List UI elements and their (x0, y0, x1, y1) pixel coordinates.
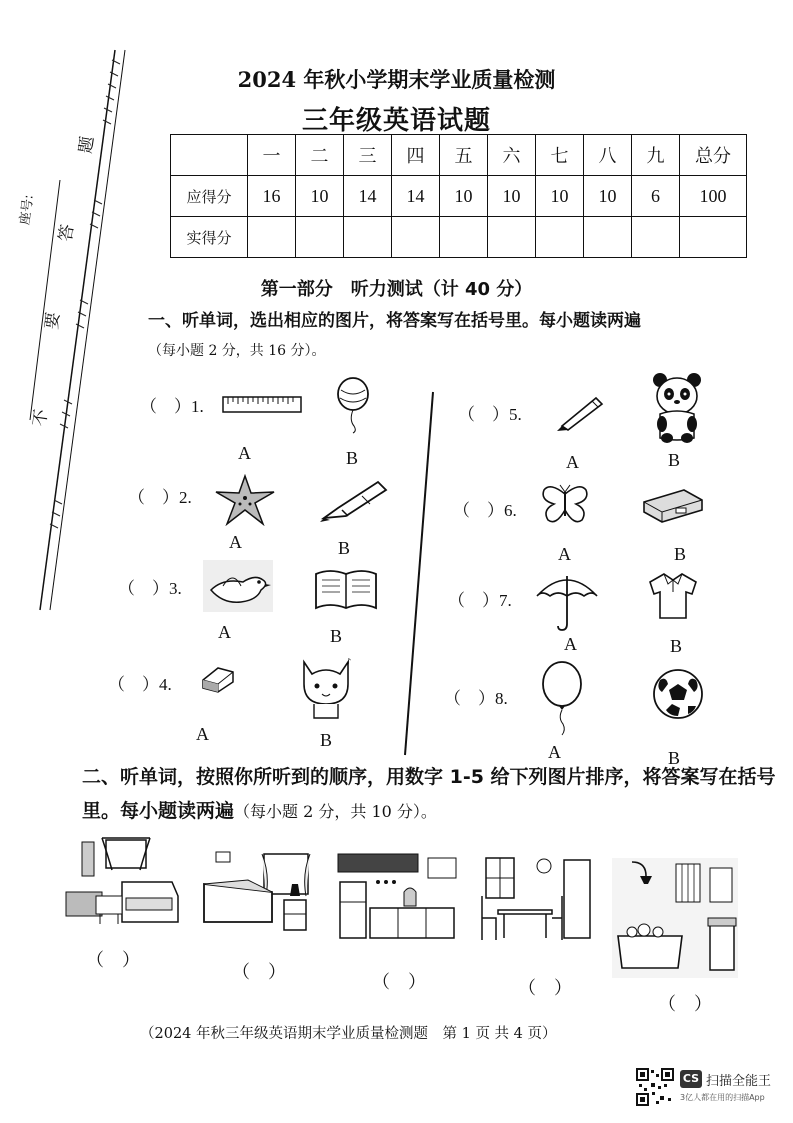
item-3-label[interactable]: （ ）3. (118, 579, 182, 598)
part-heading: 第一部分 听力测试（计 40 分） (260, 279, 533, 300)
item-3-option-a[interactable]: A (218, 622, 231, 642)
score-header-row (171, 135, 747, 176)
dining-room-icon (478, 852, 596, 944)
item-4-option-a[interactable]: A (196, 724, 209, 744)
item-2-option-a[interactable]: A (229, 532, 242, 552)
watermark-tagline: 3亿人都在用的扫描App (680, 1093, 765, 1102)
bedroom-icon (200, 850, 316, 934)
item-5-label[interactable]: （ ）5. (458, 405, 522, 424)
score-col-1: 一 (248, 135, 296, 176)
earned-cell[interactable] (632, 217, 680, 258)
q2-instruction-text: 二、听单词，按照你所听到的顺序，用数字 1-5 给下列图片排序，将答案写在括号里。每小题读两遍 (82, 766, 776, 822)
bathroom-icon (612, 858, 738, 978)
q2-instruction (82, 760, 782, 829)
binding-char-3: 答 (55, 223, 79, 243)
item-6-option-a[interactable]: A (558, 544, 571, 564)
watermark-app-name: 扫描全能王 (706, 1074, 772, 1089)
score-col-3: 三 (344, 135, 392, 176)
item-2-label[interactable]: （ ）2. (128, 488, 192, 507)
pencil-icon (554, 392, 606, 432)
exam-subtitle: 三年级英语试题 (301, 106, 491, 136)
score-col-4: 四 (392, 135, 440, 176)
earned-cell[interactable] (392, 217, 440, 258)
binding-char-1: 不 (29, 408, 53, 428)
item-6-option-b[interactable]: B (674, 544, 687, 564)
column-divider (400, 390, 440, 760)
earned-cell[interactable] (248, 217, 296, 258)
umbrella-icon (534, 570, 600, 632)
points-cell: 10 (536, 176, 584, 217)
camscanner-logo: CS (680, 1070, 702, 1088)
binding-char-2: 要 (41, 311, 65, 331)
score-col-8: 八 (584, 135, 632, 176)
q1-note: （每小题 2 分，共 16 分）。 (148, 343, 326, 359)
room-5-answer[interactable]: （ ） (658, 994, 712, 1014)
room-2-answer[interactable]: （ ） (232, 962, 286, 982)
score-col-5: 五 (440, 135, 488, 176)
earned-cell[interactable] (344, 217, 392, 258)
score-col-6: 六 (488, 135, 536, 176)
score-col-total: 总分 (680, 135, 747, 176)
score-points-row (171, 176, 747, 217)
shirt-icon (646, 570, 700, 622)
score-col-7: 七 (536, 135, 584, 176)
balloon-icon (335, 376, 371, 434)
item-6-label[interactable]: （ ）6. (453, 501, 517, 520)
room-1-answer[interactable]: （ ） (86, 950, 140, 970)
cat-icon (298, 654, 356, 722)
panda-icon (652, 372, 702, 444)
room-3-answer[interactable]: （ ） (372, 972, 426, 992)
earned-cell[interactable] (536, 217, 584, 258)
page-footer: （2024 年秋三年级英语期末学业质量检测题 第 1 页 共 4 页） (140, 1026, 557, 1042)
living-room-icon (62, 836, 182, 926)
points-cell: 14 (392, 176, 440, 217)
item-3-option-b[interactable]: B (330, 626, 343, 646)
butterfly-icon (540, 482, 590, 526)
item-5-option-b[interactable]: B (668, 450, 681, 470)
score-col-2: 二 (296, 135, 344, 176)
item-8-option-a[interactable]: A (548, 742, 561, 762)
eraser-icon (200, 664, 236, 694)
points-total-cell: 100 (680, 176, 747, 217)
room-4-answer[interactable]: （ ） (518, 978, 572, 998)
kitchen-icon (334, 852, 460, 942)
ruler-icon (222, 396, 302, 414)
item-2-option-b[interactable]: B (338, 538, 351, 558)
q1-instruction: 一、听单词，选出相应的图片，将答案写在括号里。每小题读两遍 (148, 311, 641, 331)
pencil-case-icon (640, 488, 704, 524)
item-5-option-a[interactable]: A (566, 452, 579, 472)
seat-label: 座号: (17, 193, 37, 226)
score-earned-row (171, 217, 747, 258)
bird-icon (203, 560, 273, 612)
item-7-option-a[interactable]: A (564, 634, 577, 654)
earned-total-cell[interactable] (680, 217, 747, 258)
points-cell: 10 (584, 176, 632, 217)
starfish-icon (214, 474, 276, 526)
balloon-icon (540, 660, 584, 736)
item-1-option-a[interactable]: A (238, 443, 251, 463)
earned-cell[interactable] (440, 217, 488, 258)
points-cell: 16 (248, 176, 296, 217)
item-8-label[interactable]: （ ）8. (444, 689, 508, 708)
score-table (170, 134, 747, 258)
item-4-option-b[interactable]: B (320, 730, 333, 750)
item-1-label[interactable]: （ ）1. (140, 397, 204, 416)
earned-cell[interactable] (296, 217, 344, 258)
score-corner-cell (171, 135, 248, 176)
points-cell: 10 (488, 176, 536, 217)
points-cell: 10 (296, 176, 344, 217)
row-label-points: 应得分 (171, 176, 248, 217)
item-8-option-b[interactable]: B (668, 748, 681, 768)
points-cell: 10 (440, 176, 488, 217)
qr-code-icon (636, 1068, 674, 1106)
binding-char-4: 题 (75, 135, 99, 155)
football-icon (652, 668, 704, 720)
points-cell: 6 (632, 176, 680, 217)
pen-icon (318, 478, 390, 524)
item-7-label[interactable]: （ ）7. (448, 591, 512, 610)
book-icon (312, 566, 380, 614)
row-label-earned: 实得分 (171, 217, 248, 258)
item-4-label[interactable]: （ ）4. (108, 675, 172, 694)
score-col-9: 九 (632, 135, 680, 176)
item-7-option-b[interactable]: B (670, 636, 683, 656)
exam-title: 2024 年秋小学期末学业质量检测 (237, 67, 556, 92)
points-cell: 14 (344, 176, 392, 217)
earned-cell[interactable] (584, 217, 632, 258)
item-1-option-b[interactable]: B (346, 448, 359, 468)
svg-text:♪: ♪ (346, 657, 352, 666)
q2-note: （每小题 2 分，共 10 分）。 (234, 802, 437, 821)
earned-cell[interactable] (488, 217, 536, 258)
